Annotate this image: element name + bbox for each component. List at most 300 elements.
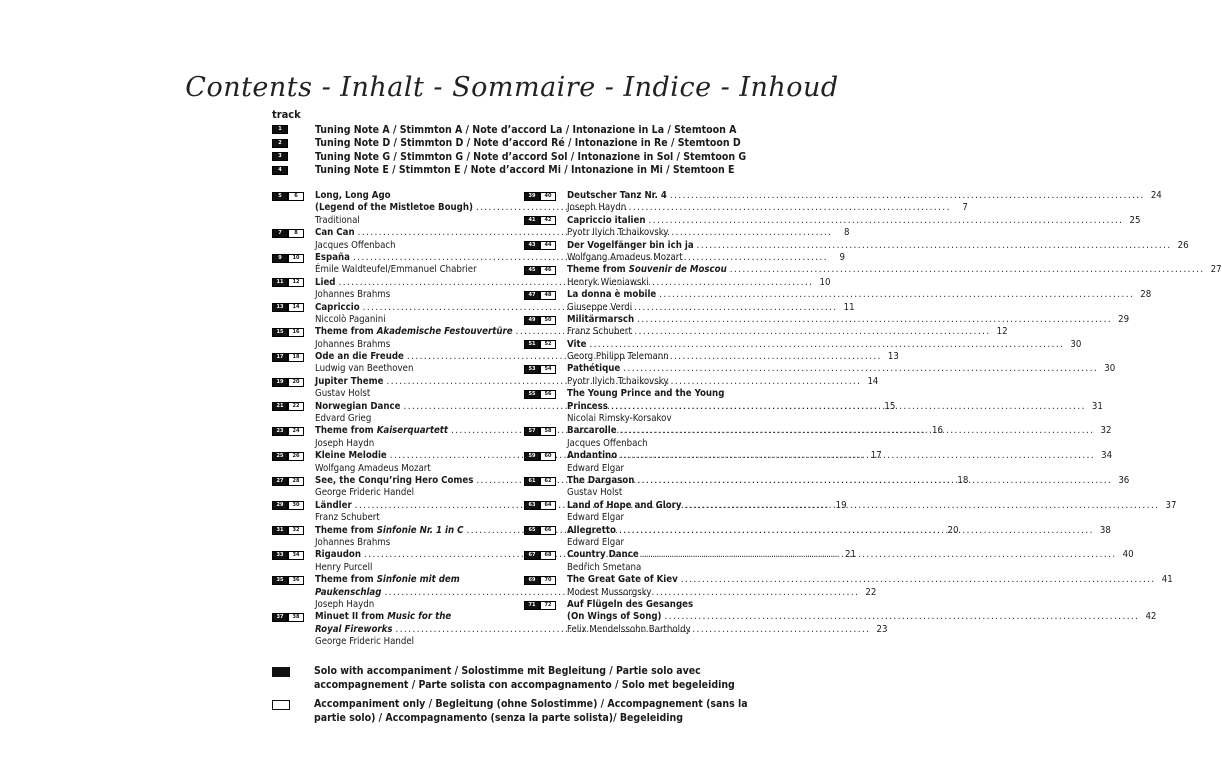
- entry-title: Jupiter Theme: [315, 375, 384, 387]
- accompaniment-track-number: 6: [288, 192, 304, 201]
- solo-track-number: 25: [272, 452, 288, 461]
- track-pair-icon: [272, 452, 304, 461]
- badge-cell: [524, 562, 567, 574]
- track-pair-icon: [524, 390, 556, 399]
- badge-cell: [272, 475, 315, 487]
- tuning-text: Tuning Note D / Stimmton D / Note d’accord Ré / Intonazione in Re / Stemtoon D: [315, 137, 741, 150]
- entry-text: [567, 525, 1111, 537]
- toc-line: [272, 363, 504, 375]
- track-pair-icon: [524, 291, 556, 300]
- entry-text: [567, 215, 1140, 227]
- entry-title: Deutscher Tanz Nr. 4: [567, 190, 667, 201]
- accompaniment-track-number: 72: [540, 601, 556, 610]
- page-number: 42: [1145, 611, 1157, 623]
- badge-cell: [272, 202, 315, 214]
- toc-line: [524, 562, 752, 574]
- toc-line: [524, 537, 752, 549]
- solo-track-number: 11: [272, 278, 288, 287]
- leader-dots: [617, 425, 1098, 437]
- page-number: 12: [996, 326, 1008, 338]
- page-number: 7: [962, 202, 968, 214]
- accompaniment-track-number: 14: [288, 303, 304, 312]
- accompaniment-track-number: 48: [540, 291, 556, 300]
- entry-title: Theme from Sinfonie Nr. 1 in C: [315, 524, 464, 536]
- entry-text: [567, 611, 1156, 623]
- toc-line: [272, 388, 504, 400]
- page-number: 16: [932, 425, 943, 437]
- badge-cell: [272, 487, 315, 499]
- leader-dots: [646, 215, 1127, 227]
- badge-cell: [272, 190, 315, 202]
- toc-line: [272, 413, 504, 425]
- leader-dots: [682, 500, 1163, 512]
- track-pair-icon: [524, 241, 556, 250]
- toc-line: [272, 190, 504, 202]
- badge-cell: [524, 351, 567, 363]
- track-pair-icon: [524, 316, 556, 325]
- entry-title: Capriccio: [315, 301, 360, 313]
- badge-cell: [524, 326, 567, 338]
- accompaniment-track-number: 18: [288, 353, 304, 362]
- entry-title: Allegretto: [567, 524, 616, 536]
- badge-cell: [272, 636, 315, 648]
- accompaniment-track-number: 50: [540, 316, 556, 325]
- accompaniment-track-number: 32: [288, 526, 304, 535]
- toc-line: [524, 264, 1222, 276]
- entry-text: [567, 574, 1173, 586]
- composer-name: Johannes Brahms: [315, 338, 391, 350]
- track-pair-icon: [524, 501, 556, 510]
- page-number: 14: [867, 375, 879, 387]
- accompaniment-swatch-icon: [272, 700, 290, 710]
- accompaniment-track-number: 12: [288, 278, 304, 287]
- entry-title-italic: Akademische Festouvertüre: [376, 326, 513, 338]
- badge-cell: [524, 549, 567, 561]
- toc-line: [524, 326, 752, 338]
- toc-line: [272, 339, 504, 351]
- entry-title: España: [315, 251, 351, 263]
- track-badge-icon: 2: [272, 139, 288, 148]
- badge-cell: [524, 363, 567, 375]
- badge-cell: [272, 277, 315, 289]
- entry-title: Minuet II from Music for the: [315, 611, 452, 623]
- accompaniment-track-number: 36: [288, 576, 304, 585]
- toc-line: [272, 512, 504, 524]
- badge-cell: [524, 599, 567, 611]
- track-pair-icon: [272, 526, 304, 535]
- toc-line: [272, 636, 504, 648]
- entry-title: La donna è mobile: [567, 289, 657, 301]
- solo-track-number: 7: [272, 229, 288, 238]
- entry-text: [315, 190, 504, 202]
- toc-line: [524, 587, 752, 599]
- page-number: 20: [947, 524, 959, 536]
- composer-name: Gustav Holst: [315, 388, 371, 400]
- solo-track-number: 53: [524, 365, 540, 374]
- solo-track-number: 35: [272, 576, 288, 585]
- composer-name: Joseph Haydn: [315, 437, 375, 449]
- badge-cell: [272, 425, 315, 437]
- page-number: 26: [1177, 239, 1189, 251]
- accompaniment-track-number: 24: [288, 427, 304, 436]
- toc-line: [524, 438, 752, 450]
- solo-track-number: 67: [524, 551, 540, 560]
- badge-cell: [524, 252, 567, 264]
- toc-line: [272, 314, 504, 326]
- toc-line: [524, 611, 1157, 623]
- badge-cell: [272, 326, 315, 338]
- track-pair-icon: [524, 551, 556, 560]
- leader-dots: [620, 363, 1101, 375]
- composer-name: Bedřich Smetana: [567, 561, 642, 573]
- solo-track-number: 71: [524, 601, 540, 610]
- page-number: 30: [1104, 363, 1116, 375]
- entry-text: [315, 574, 504, 586]
- track-pair-icon: [272, 192, 304, 201]
- entry-text: [567, 190, 1162, 202]
- entry-title: Long, Long Ago: [315, 190, 391, 201]
- badge-cell: [524, 289, 567, 301]
- solo-track-number: 15: [272, 328, 288, 337]
- toc-line: [524, 289, 1152, 301]
- page-number: 34: [1101, 450, 1113, 462]
- composer-name: Pyotr Ilyich Tchaikovsky: [567, 375, 669, 387]
- toc-line: [524, 487, 752, 499]
- toc-line: [524, 413, 752, 425]
- composer-name: Joseph Haydn: [567, 202, 627, 214]
- solo-track-number: 13: [272, 303, 288, 312]
- solo-track-number: 59: [524, 452, 540, 461]
- accompaniment-track-number: 42: [540, 216, 556, 225]
- badge-cell: [272, 363, 315, 375]
- badge-cell: [524, 376, 567, 388]
- solo-track-number: 61: [524, 477, 540, 486]
- tuning-row: [272, 123, 746, 137]
- badge-cell: [524, 587, 567, 599]
- tuning-row: [272, 164, 746, 178]
- solo-track-number: 55: [524, 390, 540, 399]
- page-title: Contents - Inhalt - Sommaire - Indice - Inhoud: [185, 72, 839, 103]
- badge-cell: [272, 289, 315, 301]
- entry-text: [567, 500, 1176, 512]
- track-pair-icon: [272, 303, 304, 312]
- entry-title: Kleine Melodie: [315, 450, 387, 462]
- page-number: 19: [835, 499, 847, 511]
- toc-line: [524, 574, 1173, 586]
- solo-track-number: 65: [524, 526, 540, 535]
- badge-cell: [524, 339, 567, 351]
- entry-title: Vite: [567, 338, 587, 350]
- entry-title-italic: Sinfonie mit dem: [376, 574, 460, 586]
- track-pair-icon: [524, 477, 556, 486]
- track-pair-icon: [524, 576, 556, 585]
- badge-cell: [524, 425, 567, 437]
- track-pair-icon: [272, 278, 304, 287]
- badge-cell: [524, 302, 567, 314]
- toc-line: [524, 302, 752, 314]
- track-pair-icon: [272, 576, 304, 585]
- page-number: 24: [1150, 190, 1162, 201]
- solo-track-number: 9: [272, 254, 288, 263]
- composer-name: Émile Waldteufel/Emmanuel Chabrier: [315, 264, 477, 276]
- page-number: 40: [1122, 549, 1134, 561]
- entry-title: Pathétique: [567, 363, 621, 375]
- page-number: 28: [1140, 289, 1152, 301]
- leader-dots: [617, 450, 1098, 462]
- badge-cell: [524, 215, 567, 227]
- composer-name: Ludwig van Beethoven: [315, 363, 414, 375]
- page-number: 32: [1100, 425, 1112, 437]
- composer-name: Felix Mendelssohn Bartholdy: [567, 623, 691, 635]
- toc-line: [272, 599, 504, 611]
- toc-line: [524, 190, 1162, 202]
- badge-cell: [524, 190, 567, 202]
- page-number: 30: [1070, 338, 1082, 350]
- badge-cell: [524, 624, 567, 636]
- entry-title: (Legend of the Mistletoe Bough): [315, 202, 473, 214]
- badge-cell: [272, 339, 315, 351]
- leader-dots: [667, 190, 1148, 202]
- badge-cell: [272, 525, 315, 537]
- composer-name: Nicolai Rimsky-Korsakov: [567, 413, 672, 425]
- entry-title: Lied: [315, 276, 336, 288]
- composer-name: Wolfgang Amadeus Mozart: [567, 251, 683, 263]
- entry-text: [567, 401, 1103, 413]
- entry-title: (On Wings of Song): [567, 611, 662, 623]
- track-pair-icon: [272, 501, 304, 510]
- badge-cell: [524, 487, 567, 499]
- accompaniment-track-number: 52: [540, 340, 556, 349]
- accompaniment-track-number: 70: [540, 576, 556, 585]
- badge-cell: [272, 624, 315, 636]
- composer-name: Edward Elgar: [567, 462, 625, 474]
- accompaniment-track-number: 34: [288, 551, 304, 560]
- badge-cell: [272, 376, 315, 388]
- accompaniment-track-number: 38: [288, 613, 304, 622]
- toc-line: [524, 512, 752, 524]
- composer-name: Jacques Offenbach: [567, 437, 648, 449]
- entry-text: [567, 314, 1129, 326]
- entry-text: [567, 363, 1115, 375]
- solo-track-number: 21: [272, 402, 288, 411]
- tuning-row: [272, 137, 746, 151]
- solo-track-number: 5: [272, 192, 288, 201]
- accompaniment-track-number: 54: [540, 365, 556, 374]
- toc-line: [524, 252, 752, 264]
- entry-title: Princess: [567, 400, 608, 412]
- accompaniment-track-number: 58: [540, 427, 556, 436]
- tuning-text: Tuning Note G / Stimmton G / Note d’accord Sol / Intonazione in Sol / Stemtoon G: [315, 150, 747, 163]
- page-number: 15: [884, 400, 896, 412]
- badge-cell: [524, 227, 567, 239]
- accompaniment-track-number: 44: [540, 241, 556, 250]
- tuning-row: [272, 150, 746, 164]
- toc-line: [272, 537, 504, 549]
- badge-cell: [272, 562, 315, 574]
- badge-cell: [272, 450, 315, 462]
- badge-cell: [524, 314, 567, 326]
- badge-cell: [272, 215, 315, 227]
- accompaniment-track-number: 26: [288, 452, 304, 461]
- track-badge-icon: 4: [272, 166, 288, 175]
- entry-text: [567, 475, 1129, 487]
- accompaniment-track-number: 66: [540, 526, 556, 535]
- entry-title: [315, 587, 381, 599]
- track-pair-icon: [524, 427, 556, 436]
- solo-track-number: 43: [524, 241, 540, 250]
- badge-cell: [524, 500, 567, 512]
- accompaniment-track-number: 60: [540, 452, 556, 461]
- entry-text: [567, 549, 1134, 561]
- composer-name: Modest Mussorgsky: [567, 586, 652, 598]
- entry-title: Ländler: [315, 499, 352, 511]
- accompaniment-track-number: 56: [540, 390, 556, 399]
- toc-line: [524, 202, 752, 214]
- track-pair-icon: [524, 266, 556, 275]
- page-number: 27: [1210, 264, 1222, 276]
- track-pair-icon: [272, 328, 304, 337]
- badge-cell: [272, 401, 315, 413]
- solo-track-number: 57: [524, 427, 540, 436]
- entry-title: Ode an die Freude: [315, 351, 404, 363]
- solo-track-number: 51: [524, 340, 540, 349]
- accompaniment-track-number: 8: [288, 229, 304, 238]
- badge-cell: [272, 438, 315, 450]
- entry-title-italic: Paukenschlag: [315, 586, 382, 598]
- composer-name: Edvard Grieg: [315, 413, 372, 425]
- composer-name: Henry Purcell: [315, 561, 373, 573]
- page-number: 31: [1091, 400, 1103, 412]
- toc-line: [524, 338, 1082, 351]
- track-pair-icon: [272, 613, 304, 622]
- leader-dots: [616, 525, 1097, 537]
- page-number: 9: [839, 251, 845, 263]
- entry-title: Can Can: [315, 227, 355, 239]
- page-number: 23: [876, 623, 888, 635]
- accompaniment-track-number: 62: [540, 477, 556, 486]
- leader-dots: [586, 339, 1067, 351]
- toc-line: [524, 463, 752, 475]
- badge-cell: [272, 264, 315, 276]
- badge-cell: [524, 401, 567, 413]
- page-number: 13: [887, 351, 899, 363]
- entry-title-italic: Music for the: [387, 611, 452, 623]
- tuning-text: Tuning Note A / Stimmton A / Note d’accord La / Intonazione in La / Stemtoon A: [315, 123, 737, 136]
- badge-cell: [272, 549, 315, 561]
- badge-cell: [272, 599, 315, 611]
- page-number: 18: [957, 474, 969, 486]
- track-pair-icon: [272, 551, 304, 560]
- accompaniment-track-number: 20: [288, 378, 304, 387]
- entry-title: Land of Hope and Glory: [567, 499, 682, 511]
- solo-track-number: 39: [524, 192, 540, 201]
- toc-line: [272, 562, 504, 574]
- composer-name: Franz Schubert: [315, 512, 380, 524]
- entry-text: [567, 339, 1081, 351]
- badge-cell: [524, 450, 567, 462]
- entry-title: Norwegian Dance: [315, 400, 401, 412]
- solo-track-number: 37: [272, 613, 288, 622]
- badge-cell: [272, 413, 315, 425]
- entry-text: [567, 450, 1112, 462]
- entry-title: The Great Gate of Kiev: [567, 574, 678, 586]
- toc-line: [524, 313, 1130, 326]
- track-pair-icon: [272, 402, 304, 411]
- badge-cell: [272, 500, 315, 512]
- page-number: 17: [870, 450, 882, 462]
- composer-name: Wolfgang Amadeus Mozart: [315, 462, 431, 474]
- badge-cell: [272, 240, 315, 252]
- entry-title-italic: Sinfonie Nr. 1 in C: [376, 524, 464, 536]
- entry-title-italic: Kaiserquartett: [376, 425, 449, 437]
- entry-title: Theme from Akademische Festouvertüre: [315, 326, 513, 338]
- page-number: 8: [844, 227, 850, 239]
- toc-line: [524, 363, 1116, 375]
- accompaniment-track-number: 30: [288, 501, 304, 510]
- track-pair-icon: [524, 601, 556, 610]
- entry-title: Rigaudon: [315, 549, 362, 561]
- toc-line: [524, 214, 1141, 227]
- solo-track-number: 33: [272, 551, 288, 560]
- toc-line: [272, 215, 504, 227]
- solo-track-number: 23: [272, 427, 288, 436]
- composer-name: Henryk Wieniawski: [567, 276, 649, 288]
- accompaniment-track-number: 68: [540, 551, 556, 560]
- legend-solo-text: Solo with accompaniment / Solostimme mit Begleitung / Partie solo avec accompagnement / Parte solista con accompagnamento / Solo met begeleiding: [314, 665, 735, 691]
- page-number: 29: [1118, 313, 1130, 325]
- toc-line: [524, 388, 752, 400]
- track-pair-icon: [524, 452, 556, 461]
- track-badge-icon: 1: [272, 125, 288, 134]
- badge-cell: [272, 227, 315, 239]
- page-number: 41: [1161, 574, 1173, 586]
- toc-line: [272, 240, 504, 252]
- entry-title: Auf Flügeln des Gesanges: [567, 598, 694, 610]
- track-pair-icon: [524, 192, 556, 201]
- track-pair-icon: [272, 353, 304, 362]
- toc-line: [524, 239, 1189, 252]
- track-pair-icon: [524, 340, 556, 349]
- toc-line: [272, 264, 504, 276]
- badge-cell: [524, 475, 567, 487]
- accompaniment-track-number: 28: [288, 477, 304, 486]
- toc-line: [272, 611, 504, 623]
- badge-cell: [272, 512, 315, 524]
- badge-cell: [272, 611, 315, 623]
- badge-cell: [524, 537, 567, 549]
- solo-track-number: 17: [272, 353, 288, 362]
- leader-dots: [727, 264, 1208, 276]
- composer-name: Edward Elgar: [567, 536, 625, 548]
- track-pair-icon: [272, 229, 304, 238]
- tuning-notes-list: [272, 123, 746, 177]
- accompaniment-track-number: 10: [288, 254, 304, 263]
- badge-cell: [524, 240, 567, 252]
- leader-dots: [656, 289, 1137, 301]
- leader-dots: [661, 611, 1142, 623]
- badge-cell: [272, 463, 315, 475]
- entry-title: Capriccio italien: [567, 214, 646, 226]
- composer-name: Johannes Brahms: [315, 289, 391, 301]
- badge-cell: [524, 463, 567, 475]
- entry-title: Barcarolle: [567, 425, 617, 437]
- track-pair-icon: [524, 526, 556, 535]
- tuning-text: Tuning Note E / Stimmton E / Note d’accord Mi / Intonazione in Mi / Stemtoon E: [315, 164, 735, 177]
- toc-line: [272, 289, 504, 301]
- leader-dots: [694, 240, 1175, 252]
- solo-track-number: 49: [524, 316, 540, 325]
- badge-cell: [524, 277, 567, 289]
